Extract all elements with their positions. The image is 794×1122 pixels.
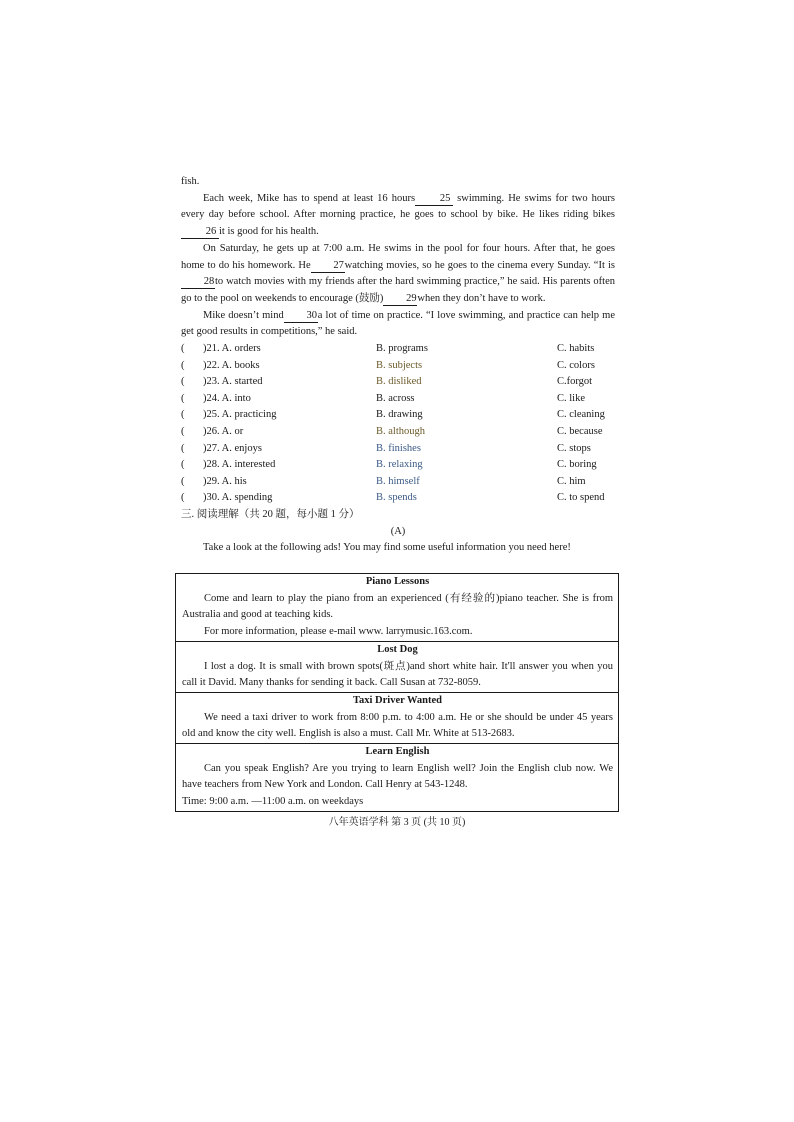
- option-c: C. him: [557, 475, 586, 487]
- section-3-title: 三. 阅读理解（共 20 题，每小题 1 分）: [181, 508, 360, 520]
- answer-paren[interactable]: (: [181, 409, 185, 421]
- option-b: B. disliked: [376, 376, 422, 388]
- ad-learn-english: [176, 743, 618, 811]
- option-c: C. boring: [557, 459, 597, 471]
- blank-25: 25: [415, 192, 453, 206]
- option-row-26: [181, 424, 615, 441]
- text: a lot of time on practice. “I love swimming, and practice can help me get good results in competitions,” he said.: [181, 309, 615, 338]
- option-row-21: [181, 341, 615, 358]
- option-c: C. cleaning: [557, 409, 605, 421]
- option-b: B. spends: [376, 492, 417, 504]
- option-c: C. because: [557, 425, 603, 437]
- answer-paren[interactable]: (: [181, 376, 185, 388]
- answer-paren[interactable]: (: [181, 475, 185, 487]
- passage: [181, 174, 615, 557]
- text: Mike doesn’t mind: [203, 309, 284, 321]
- answer-paren[interactable]: (: [181, 425, 185, 437]
- option-c: C. stops: [557, 442, 591, 454]
- passage-line-fish: fish.: [181, 176, 200, 187]
- answer-paren[interactable]: (: [181, 459, 185, 471]
- option-b: B. across: [376, 392, 415, 404]
- option-a: )28. A. interested: [203, 459, 276, 471]
- ad-title: Taxi Driver Wanted: [352, 694, 443, 706]
- ad-body: Can you speak English? Are you trying to learn English well? Join the English club now. We have teachers from New York and London. Call Henry at 543-1248.: [182, 762, 613, 791]
- ads-table: [175, 573, 619, 812]
- text: when they don’t have to work.: [417, 292, 546, 304]
- option-row-22: [181, 358, 615, 375]
- ad-body: Come and learn to play the piano from an experienced (有经验的)piano teacher. She is from Australia and good at teaching kids.: [182, 592, 613, 621]
- answer-paren[interactable]: (: [181, 392, 185, 404]
- ad-body: For more information, please e-mail www. larrymusic.163.com.: [204, 626, 473, 638]
- option-c: C. to spend: [557, 492, 605, 504]
- ad-lost-dog: [176, 641, 618, 692]
- option-c: C. colors: [557, 359, 595, 371]
- text: watching movies, so he goes to the cinema every Sunday. “It is: [344, 259, 615, 271]
- page-footer: 八年英语学科 第 3 页 (共 10 页): [328, 817, 466, 828]
- ad-title: Learn English: [365, 746, 430, 758]
- ad-body: Time: 9:00 a.m. —11:00 a.m. on weekdays: [182, 796, 364, 808]
- option-c: C.forgot: [557, 376, 593, 388]
- ad-taxi-driver: [176, 692, 618, 743]
- ad-body: I lost a dog. It is small with brown spots(斑点)and short white hair. It'll answer you when you call it David. Many thanks for sending it back. Call Susan at 732-8059.: [182, 660, 613, 689]
- ad-title: Lost Dog: [377, 643, 418, 655]
- option-c: C. habits: [557, 342, 595, 354]
- text: swimming. He swims for two hours every day before school. After morning practice, he goes to school by bike. He likes riding bikes: [181, 192, 615, 221]
- blank-28: 28: [181, 275, 215, 289]
- option-a: )21. A. orders: [203, 342, 261, 354]
- text: On Saturday, he gets up at 7:00 a.m. He swims in the pool for four hours. After that, he goes home to do his homework. He: [181, 242, 615, 271]
- option-row-25: [181, 407, 615, 424]
- option-b: B. drawing: [376, 409, 423, 421]
- section-3-sub: (A): [390, 525, 406, 537]
- option-b: B. although: [376, 425, 425, 437]
- option-row-23: [181, 374, 615, 391]
- option-a: )26. A. or: [203, 425, 244, 437]
- answer-paren[interactable]: (: [181, 342, 185, 354]
- text: to watch movies with my friends after the hard swimming practice,” he said. His parents often go to the pool on weekends to encourage (鼓励): [181, 276, 615, 304]
- blank-29: 29: [383, 292, 417, 306]
- ad-piano-lessons: [176, 574, 618, 641]
- text: Each week, Mike has to spend at least 16 hours: [203, 192, 416, 204]
- option-row-27: [181, 441, 615, 458]
- paragraph-2: [181, 241, 615, 308]
- option-b: B. finishes: [376, 442, 421, 454]
- option-a: )27. A. enjoys: [203, 442, 262, 454]
- option-row-28: [181, 457, 615, 474]
- options-list: [181, 341, 615, 507]
- answer-paren[interactable]: (: [181, 442, 185, 454]
- option-b: B. himself: [376, 475, 420, 487]
- option-a: )22. A. books: [203, 359, 260, 371]
- option-a: )29. A. his: [203, 475, 247, 487]
- section-3-intro: Take a look at the following ads! You may find some useful information you need here!: [203, 542, 571, 554]
- option-b: B. subjects: [376, 359, 423, 371]
- paragraph-1: [181, 191, 615, 241]
- option-c: C. like: [557, 392, 585, 404]
- option-row-29: [181, 474, 615, 491]
- option-a: )23. A. started: [203, 376, 263, 388]
- option-b: B. relaxing: [376, 459, 423, 471]
- option-row-24: [181, 391, 615, 408]
- option-a: )24. A. into: [203, 392, 251, 404]
- text: it is good for his health.: [219, 226, 319, 238]
- ad-title: Piano Lessons: [365, 576, 430, 587]
- option-a: )30. A. spending: [203, 492, 273, 504]
- blank-30: 30: [284, 309, 318, 323]
- option-row-30: [181, 490, 615, 507]
- option-a: )25. A. practicing: [203, 409, 277, 421]
- blank-27: 27: [311, 259, 345, 273]
- answer-paren[interactable]: (: [181, 492, 185, 504]
- option-b: B. programs: [376, 342, 428, 354]
- ad-body: We need a taxi driver to work from 8:00 p.m. to 4:00 a.m. He or she should be under 45 years old and know the city well. English is also a must. Call Mr. White at 513-2683.: [182, 711, 613, 740]
- answer-paren[interactable]: (: [181, 359, 185, 371]
- blank-26: 26: [181, 225, 219, 239]
- paragraph-3: [181, 308, 615, 341]
